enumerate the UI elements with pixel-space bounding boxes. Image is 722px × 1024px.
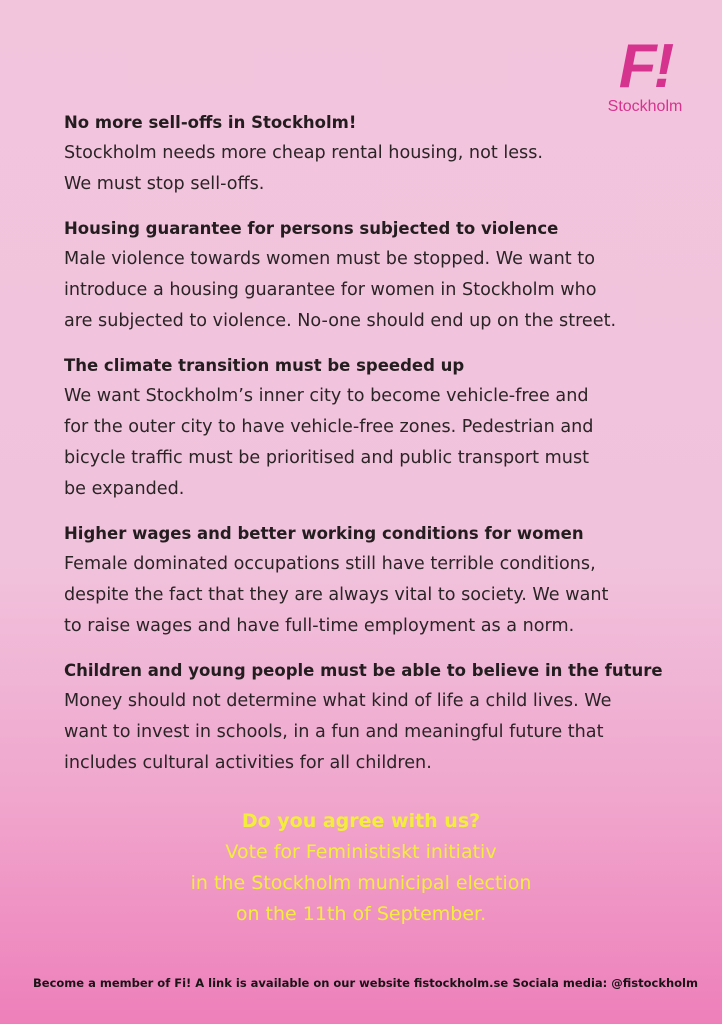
policy-heading: No more sell-offs in Stockholm! [64, 113, 357, 132]
policy-text-line: Male violence towards women must be stopped. We want to [64, 249, 595, 269]
policy-text-line: includes cultural activities for all children. [64, 753, 432, 773]
policy-section [64, 108, 694, 200]
policy-heading: The climate transition must be speeded up [64, 356, 465, 375]
policy-text-line: to raise wages and have full-time employment as a norm. [64, 616, 575, 636]
policy-heading: Children and young people must be able to believe in the future [64, 661, 663, 680]
policy-section [64, 351, 694, 505]
policy-text-line: introduce a housing guarantee for women in Stockholm who [64, 280, 597, 300]
policy-text-line: Stockholm needs more cheap rental housing, not less. [64, 143, 543, 163]
policy-text-line: Money should not determine what kind of life a child lives. We [64, 691, 612, 711]
policy-section [64, 656, 694, 779]
policy-text-line: are subjected to violence. No-one should end up on the street. [64, 311, 617, 331]
policy-text-line: for the outer city to have vehicle-free zones. Pedestrian and [64, 417, 594, 437]
policy-heading: Higher wages and better working conditions for women [64, 524, 584, 543]
policy-list [64, 108, 694, 793]
policy-text-line: be expanded. [64, 479, 185, 499]
logo-mark: F! [618, 32, 672, 101]
policy-section [64, 214, 694, 337]
cta-line: Vote for Feministiskt initiativ [225, 841, 497, 863]
social-media-handle: Sociala media: @fistockholm [512, 976, 698, 990]
cta-question: Do you agree with us? [241, 810, 481, 832]
policy-text-line: Female dominated occupations still have terrible conditions, [64, 554, 596, 574]
cta-line: on the 11th of September. [235, 903, 487, 925]
policy-section [64, 519, 694, 642]
fi-stockholm-logo [600, 32, 690, 116]
policy-text-line: bicycle traffic must be prioritised and public transport must [64, 448, 590, 468]
policy-text-line: We must stop sell-offs. [64, 174, 265, 194]
policy-text-line: want to invest in schools, in a fun and meaningful future that [64, 722, 604, 742]
policy-text-line: We want Stockholm’s inner city to become vehicle-free and [64, 386, 589, 406]
cta-line: in the Stockholm municipal election [190, 872, 532, 894]
policy-heading: Housing guarantee for persons subjected to violence [64, 219, 559, 238]
policy-text-line: despite the fact that they are always vital to society. We want [64, 585, 609, 605]
membership-note: Become a member of Fi! A link is available on our website fistockholm.se [33, 976, 509, 990]
logo-name: Stockholm [607, 98, 683, 115]
vote-call-to-action [0, 806, 722, 930]
